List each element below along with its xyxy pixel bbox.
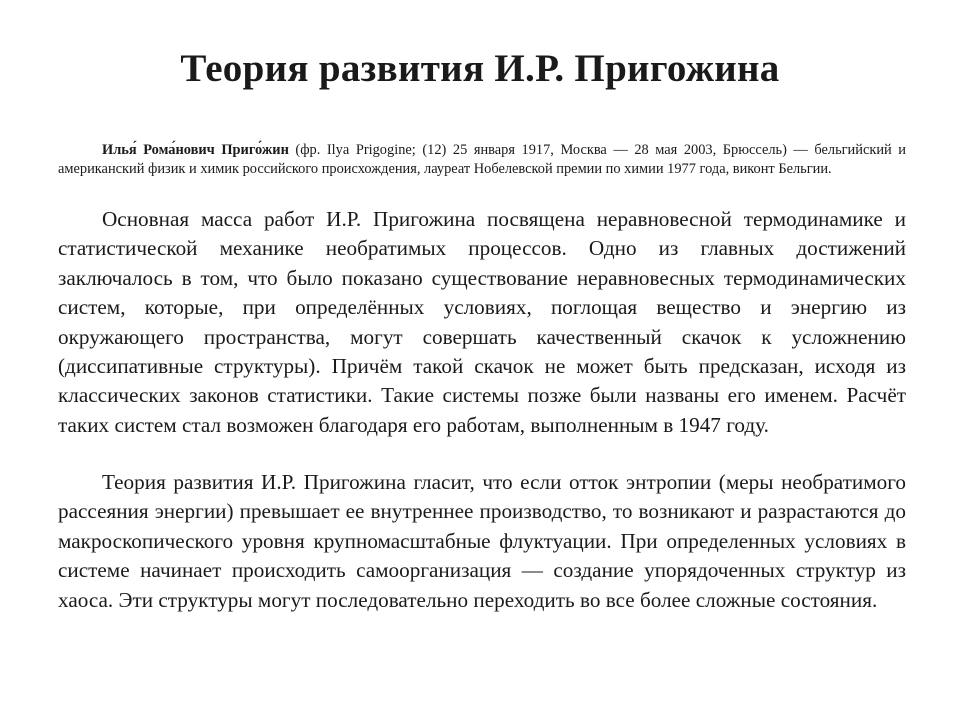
bio-text: (фр. Ilya Prigogine; (12) 25 января 1917, Москва — 28 мая 2003, Брюссель) — бельгийский и американский физик и химик российского происхождения, лауреат Нобелевской премии по химии 1977 года, виконт Бельгии. <box>58 142 906 177</box>
bio-paragraph <box>58 141 906 179</box>
slide-title: Теория развития И.Р. Пригожина <box>180 47 780 90</box>
body-paragraph-works: Основная масса работ И.Р. Пригожина посвящена неравновесной термодинамике и статистической механике необратимых процессов. Одно из главных достижений заключалось в том, что было показано существование неравновесных термодинамических систем, которые, при определённых условиях, поглощая вещество и энергию из окружающего пространства, могут совершать качественный скачок к усложнению (диссипативные структуры). Причём такой скачок не может быть предсказан, исходя из классических законов статистики. Такие системы позже были названы его именем. Расчёт таких систем стал возможен благодаря его работам, выполненным в 1947 году. <box>58 207 906 437</box>
bio-name: Илья́ Рома́нович Приго́жин <box>102 142 289 158</box>
body-paragraph-theory: Теория развития И.Р. Пригожина гласит, что если отток энтропии (меры необратимого рассеяния энергии) превышает ее внутреннее производство, то возникают и разрастаются до макроскопического уровня крупномасштабные флуктуации. При определенных условиях в системе начинает происходить самоорганизация — создание упорядоченных структур из хаоса. Эти структуры могут последовательно переходить во все более сложные состояния. <box>58 470 906 612</box>
